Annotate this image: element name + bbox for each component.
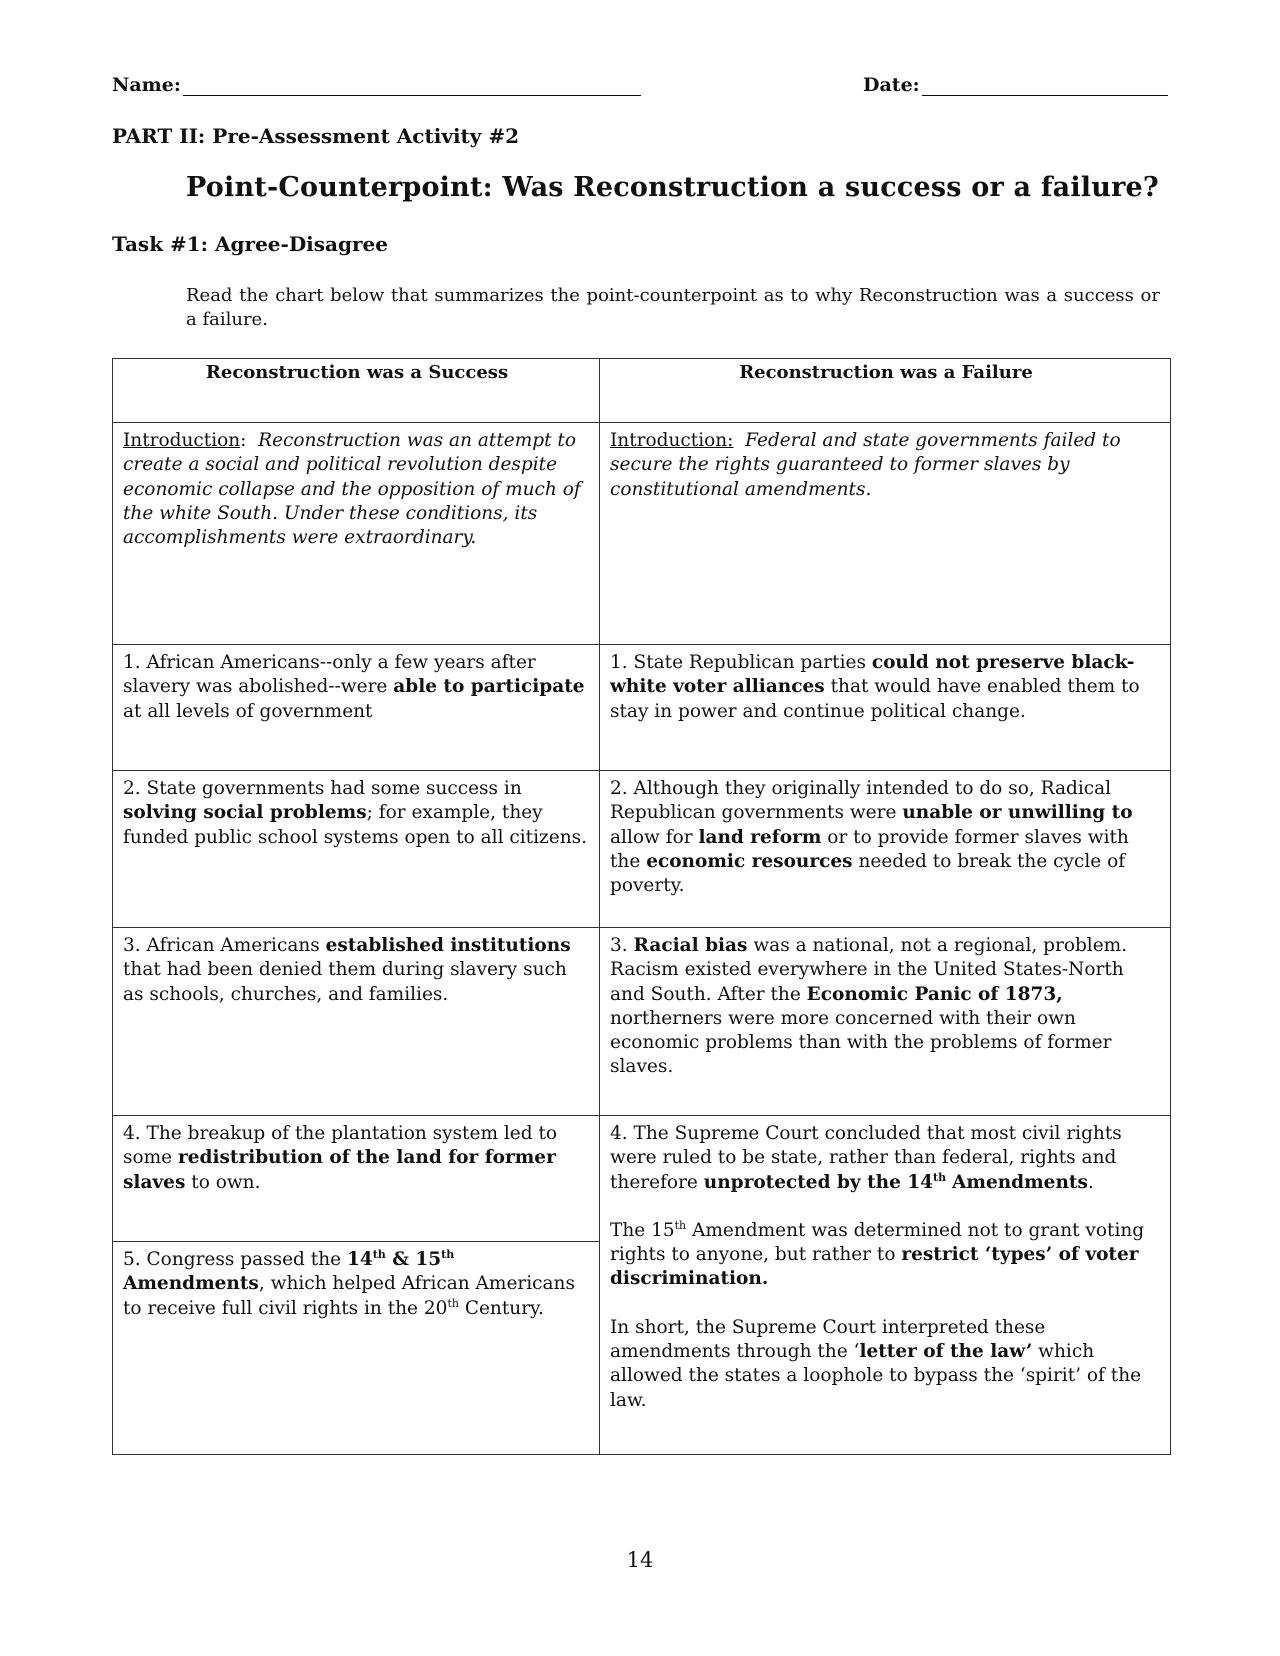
table-row bbox=[113, 645, 1171, 771]
text-run: The 15 bbox=[610, 1219, 675, 1241]
intro-paragraph: Read the chart below that summarizes the point-counterpoint as to why Reconstruction was a success or a failure. bbox=[186, 285, 1160, 330]
date-line[interactable] bbox=[922, 75, 1168, 96]
success-point-4 bbox=[113, 1116, 600, 1242]
point-counterpoint-table bbox=[112, 358, 1171, 1455]
failure-intro-text: Federal and state governments failed to secure the rights guaranteed to former slaves by constitutional amendments. bbox=[610, 430, 1121, 500]
text-run: Amendment was determined not to grant voting rights to anyone, but rather to bbox=[610, 1219, 1145, 1266]
failure-point-4-paragraph-3 bbox=[610, 1316, 1162, 1413]
emphasis-run: & 15 bbox=[385, 1249, 442, 1270]
success-column-header: Reconstruction was a Success bbox=[113, 359, 600, 423]
text-run: 2. State governments had some success in bbox=[123, 778, 522, 799]
failure-point-1 bbox=[600, 645, 1171, 771]
main-title: Point-Counterpoint: Was Reconstruction a success or a failure? bbox=[186, 172, 1159, 203]
superscript: th bbox=[933, 1170, 947, 1184]
emphasis-run: unable or unwilling to bbox=[902, 802, 1133, 824]
emphasis-run: Racial bias bbox=[633, 935, 748, 956]
emphasis-run: economic resources bbox=[646, 850, 853, 872]
part-title: PART II: Pre-Assessment Activity #2 bbox=[112, 124, 520, 148]
failure-point-4-paragraph-1 bbox=[610, 1122, 1162, 1195]
success-intro-cell: Introduction: Reconstruction was an attempt to create a social and political revolution despite economic collapse and the opposition of much of the white South. Under these conditions, its accomplishments were extraordinary. bbox=[113, 423, 600, 645]
text-run: In short, the Supreme Court interpreted these amendments through the ‘ bbox=[610, 1316, 1046, 1363]
emphasis-run: Economic Panic of 1873, bbox=[806, 983, 1063, 1005]
text-run: 20 bbox=[423, 1297, 448, 1319]
text-run: 5. Congress passed the bbox=[123, 1249, 347, 1270]
failure-point-2 bbox=[600, 771, 1171, 928]
table-row bbox=[113, 928, 1171, 1116]
name-line[interactable] bbox=[183, 75, 641, 96]
failure-point-4 bbox=[600, 1116, 1171, 1455]
text-run: 4. The Supreme Court concluded that most civil rights were ruled to be state, rather than federal, rights and therefore bbox=[610, 1123, 1122, 1193]
emphasis-run: 14 bbox=[346, 1249, 373, 1270]
text-run: or to provide former slaves with the bbox=[610, 826, 1129, 872]
text-run: 1. African Americans--only a few years after slavery was abolished--were bbox=[123, 652, 536, 698]
table-header-row bbox=[113, 359, 1171, 423]
success-point-2 bbox=[113, 771, 600, 928]
emphasis-run: Amendments bbox=[123, 1273, 259, 1295]
emphasis-run: could not preserve black-white voter alliances bbox=[610, 652, 1135, 698]
failure-intro-cell bbox=[600, 423, 1171, 645]
success-point-5 bbox=[113, 1242, 600, 1455]
text-run: 1. State Republican parties bbox=[610, 652, 872, 673]
name-label: Name: bbox=[112, 74, 181, 96]
text-run: to own. bbox=[185, 1171, 261, 1193]
emphasis-run: solving social problems bbox=[123, 802, 367, 824]
superscript: th bbox=[447, 1296, 459, 1310]
table-row bbox=[113, 1116, 1171, 1242]
text-run: 3. African Americans bbox=[123, 935, 326, 956]
success-intro-label: Introduction bbox=[123, 430, 241, 451]
name-field[interactable] bbox=[112, 74, 641, 96]
failure-column-header: Reconstruction was a Failure bbox=[600, 359, 1171, 423]
text-run: needed to break the cycle of poverty. bbox=[610, 850, 1126, 897]
emphasis-run: able to participate bbox=[393, 676, 585, 698]
text-run: Century. bbox=[458, 1297, 544, 1319]
superscript: th bbox=[441, 1247, 455, 1261]
emphasis-run: established institutions bbox=[325, 935, 571, 956]
text-run: 3. bbox=[610, 935, 634, 956]
header-row bbox=[112, 74, 1162, 104]
text-run: , which helped African Americans to receive full civil rights in the bbox=[123, 1273, 575, 1319]
success-intro-text: Reconstruction was an attempt to create a social and political revolution despite economic collapse and the opposition of much of the white South. Under these conditions, its accomplishments were extraordinary. bbox=[123, 430, 581, 549]
failure-point-4-paragraph-2 bbox=[610, 1219, 1162, 1292]
text-run: northerners were more concerned with their own economic problems than with the problems of former slaves. bbox=[610, 1007, 1112, 1078]
text-run: allow for bbox=[610, 826, 699, 848]
text-run: at all levels of government bbox=[123, 700, 373, 722]
table-row bbox=[113, 771, 1171, 928]
emphasis-run: unprotected by the 14 bbox=[703, 1171, 934, 1193]
success-point-1 bbox=[113, 645, 600, 771]
text-run: that would have enabled them to stay in power and continue political change. bbox=[610, 676, 1140, 722]
emphasis-run: restrict ‘types’ of voter discrimination. bbox=[610, 1244, 1139, 1290]
text-run: was a national, not a regional, problem. Racism existed everywhere in the United States-North and South. After the bbox=[610, 935, 1128, 1005]
superscript: th bbox=[674, 1218, 687, 1232]
date-field[interactable] bbox=[863, 74, 1168, 96]
task-title: Task #1: Agree-Disagree bbox=[112, 232, 388, 256]
emphasis-run: letter of the law’ bbox=[859, 1341, 1033, 1363]
page-number: 14 bbox=[626, 1548, 654, 1572]
failure-point-3 bbox=[600, 928, 1171, 1116]
date-label: Date: bbox=[863, 74, 920, 96]
emphasis-run: Amendments bbox=[952, 1171, 1088, 1193]
text-run: . bbox=[1087, 1171, 1094, 1193]
failure-intro-label: Introduction: bbox=[610, 430, 734, 451]
success-point-3 bbox=[113, 928, 600, 1116]
text-run: that had been denied them during slavery such as schools, churches, and families. bbox=[123, 959, 567, 1005]
table-row bbox=[113, 423, 1171, 645]
text-run: 4. The breakup of the plantation system led to some bbox=[123, 1123, 558, 1169]
text-run: 2. Although they originally intended to do so, Radical Republican governments were bbox=[610, 778, 1112, 824]
text-run: which allowed the states a loophole to bypass the ‘spirit’ of the law. bbox=[610, 1341, 1142, 1411]
text-run: ; for example, they funded public school systems open to all citizens. bbox=[123, 802, 587, 848]
emphasis-run: redistribution of the land for former slaves bbox=[123, 1147, 556, 1193]
superscript: th bbox=[372, 1247, 386, 1261]
emphasis-run: land reform bbox=[698, 826, 822, 848]
